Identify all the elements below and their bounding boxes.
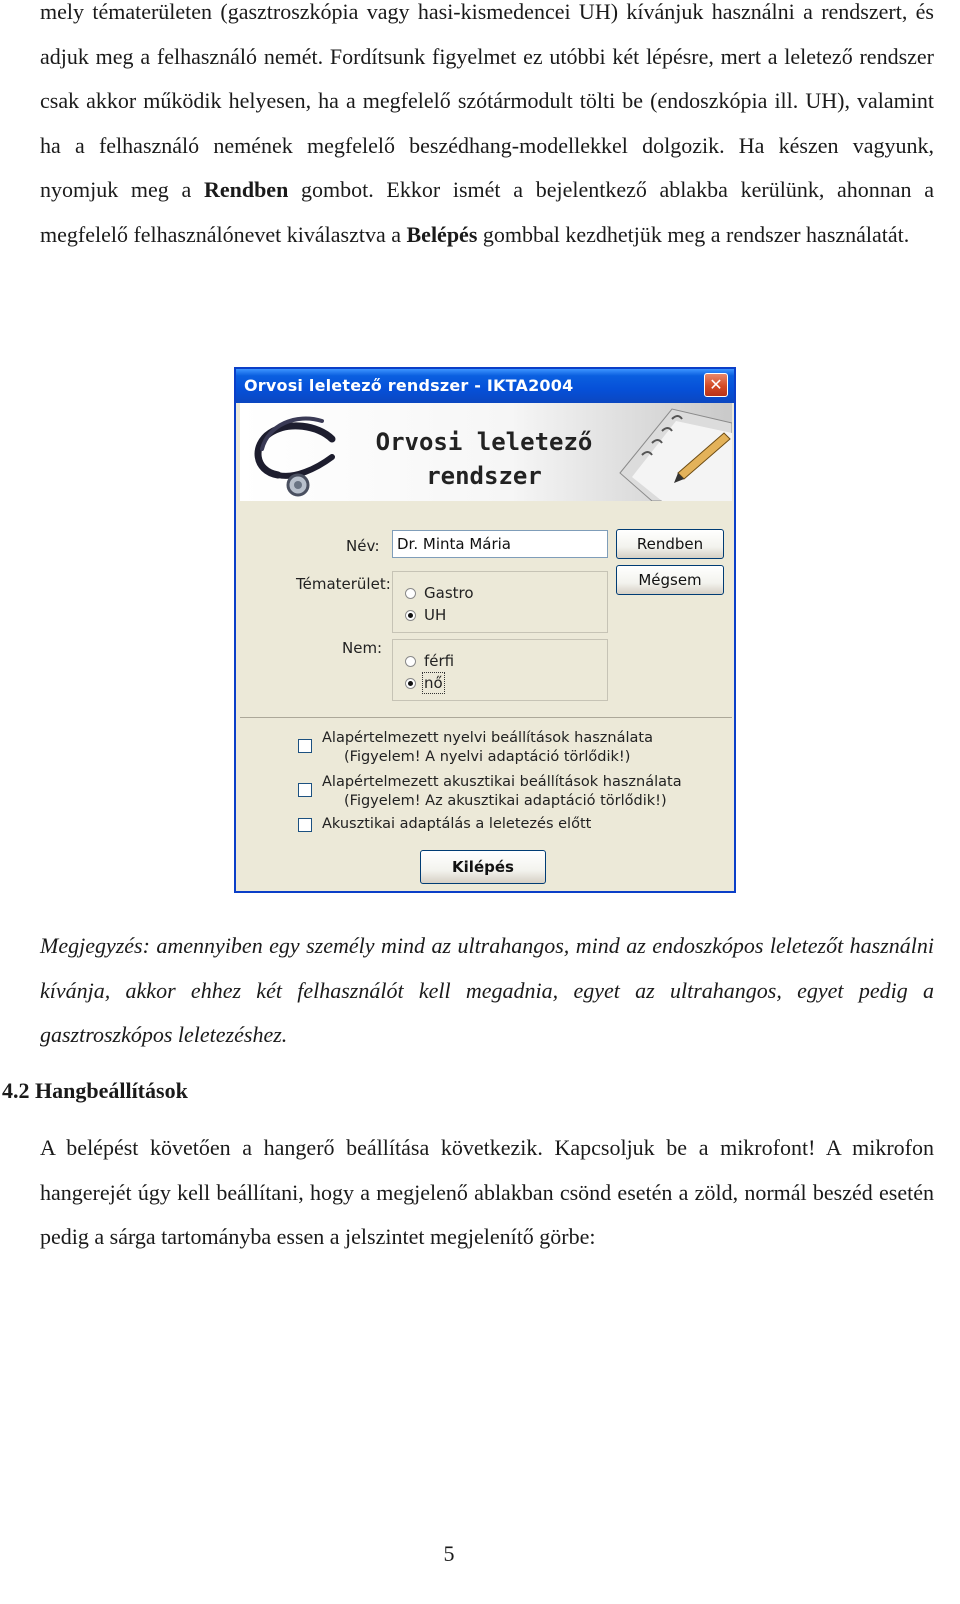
option-label: UH (424, 606, 447, 624)
radio-button-selected[interactable] (405, 610, 416, 621)
topic-group (392, 571, 608, 633)
app-banner (240, 403, 732, 501)
paragraph-text: mely tématerületen (gasztroszkópia vagy hasi-kismedencei UH) kívánjuk használni a rendszert, és adjuk meg a felhasználó nemét. Fordítsunk figyelmet ez utóbbi két lépésre, mert a leletező rendszer csak akkor működik helyesen, ha a megfelelő szótármodult tölti be (endoszkópia ill. UH), valamint ha a felhasználó nemének megfelelő beszédhang-modellekkel dolgozik. Ha készen vagyunk, nyomjuk meg a (40, 0, 934, 203)
name-input[interactable] (392, 530, 608, 558)
acoustic-adaptation-checkbox[interactable] (298, 818, 312, 832)
exit-button[interactable]: Kilépés (420, 850, 546, 884)
default-language-checkbox-label (322, 729, 653, 767)
gender-option-male[interactable] (405, 652, 454, 670)
intro-paragraph (40, 0, 934, 258)
close-button[interactable] (704, 373, 728, 397)
banner-title (352, 425, 616, 493)
checkbox-label-line: Alapértelmezett akusztikai beállítások használata (322, 774, 682, 790)
note-paragraph: Megjegyzés: amennyiben egy személy mind az ultrahangos, mind az endoszkópos leletezőt használni kívánja, akkor ehhez két felhasználót kell megadnia, egyet az ultrahangos, egyet pedig a gasztroszkópos leletezéshez. (40, 933, 934, 1048)
option-label: nő (424, 674, 443, 692)
option-label: férfi (424, 652, 455, 670)
radio-button[interactable] (405, 656, 416, 667)
title-bar[interactable] (236, 369, 734, 403)
default-language-checkbox[interactable] (298, 739, 312, 753)
bold-rendben: Rendben (203, 177, 289, 203)
stethoscope-icon (248, 405, 352, 501)
sound-settings-paragraph: A belépést követően a hangerő beállítása következik. Kapcsoljuk be a mikrofont! A mikrofon hangerejét úgy kell beállítani, hogy a megjelenő ablakban csönd esetén a zöld, normál beszéd esetén pedig a sárga tartományba essen a jelszintet megjelenítő görbe: (40, 1135, 934, 1250)
option-label: Gastro (424, 584, 474, 602)
checkbox-label-line: Alapértelmezett nyelvi beállítások használata (322, 730, 653, 746)
login-dialog-screenshot (234, 367, 736, 893)
section-heading: 4.2 Hangbeállítások (2, 1078, 188, 1103)
name-label: Név: (346, 537, 380, 555)
default-acoustic-checkbox[interactable] (298, 783, 312, 797)
paragraph-text: gombbal kezdhetjük meg a rendszer használatát. (482, 221, 910, 247)
gender-label: Nem: (342, 639, 383, 657)
ok-button[interactable]: Rendben (616, 529, 724, 559)
paragraph-text: gombot. Ekkor ismét a bejelentkező ablakba kerülünk, ahonnan a megfelelő felhasználónevet kiválasztva a (40, 177, 935, 247)
topic-option-gastro[interactable] (405, 584, 474, 602)
banner-title-line: Orvosi leletező (375, 428, 593, 456)
form-panel (240, 501, 732, 718)
topic-option-uh[interactable] (405, 606, 446, 624)
checkbox-label-line: (Figyelem! A nyelvi adaptáció törlődik!) (344, 749, 631, 765)
notebook-pencil-icon (612, 403, 732, 501)
checkbox-label-line: (Figyelem! Az akusztikai adaptáció törlődik!) (344, 793, 667, 809)
topic-label: Tématerület: (296, 575, 391, 593)
acoustic-adaptation-checkbox-label: Akusztikai adaptálás a leletezés előtt (322, 816, 592, 832)
bold-belepes: Belépés (406, 221, 478, 247)
radio-button-selected[interactable] (405, 678, 416, 689)
close-icon: ✕ (709, 375, 723, 394)
gender-option-female[interactable] (405, 674, 443, 692)
page-number: 5 (443, 1541, 455, 1566)
gender-group (392, 639, 608, 701)
default-acoustic-checkbox-label (322, 773, 682, 811)
banner-title-line: rendszer (426, 462, 542, 490)
cancel-button[interactable]: Mégsem (616, 565, 724, 595)
window-title: Orvosi leletező rendszer - IKTA2004 (244, 376, 574, 395)
radio-button[interactable] (405, 588, 416, 599)
